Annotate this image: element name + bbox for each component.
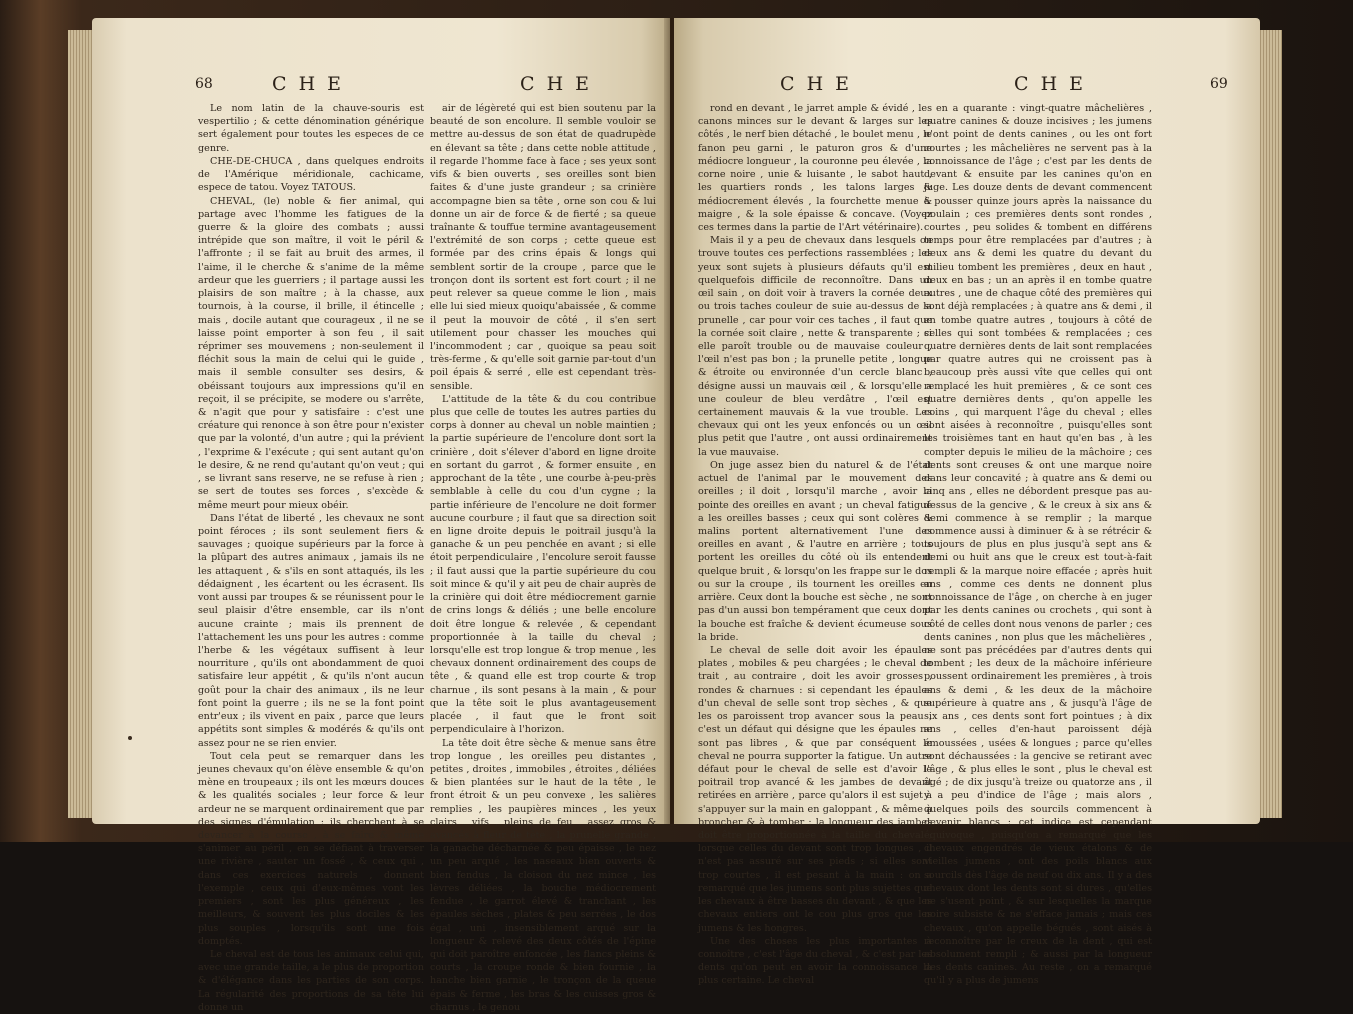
left-running-head-1: C H E (272, 73, 344, 95)
paragraph: CHEVAL, (le) noble & fier animal, qui partage avec l'homme les fatigues de la guerre & la gloire des combats ; aussi intrépide que son maître, il voit le péril & l'affronte ; il se fait au bruit des armes, il l'aime, il le cherche & s'anime de la même ardeur que les guerriers ; il partage aussi les plaisirs de son maître ; à la chasse, aux tournois, à la course, il brille, il étincelle ; mais , docile autant que courageux , il ne se laisse point emporter à son feu , il sait réprimer ses mouvemens ; non-seulement il fléchit sous la main de celui qui le guide , mais il semble consulter ses desirs, & obéissant toujours aux impressions qu'il en reçoit, il se précipite, se modere ou s'arrête, & n'agit que pour y satisfaire : c'est une créature qui renonce à son être pour n'exister que par la volonté, d'un autre ; qui la prévient , l'exprime & l'exécute ; qui sent autant qu'on le desire, & ne rend qu'autant qu'on veut ; qui , se livrant sans reserve, ne se refuse à rien ; se sert de toutes ses forces , s'excède & même meurt pour mieux obéir. (198, 195, 424, 512)
paragraph: La tête doit être sèche & menue sans être trop longue , les oreilles peu distantes , petites , droites , immobiles , étroites , déliées & bien plantées sur le haut de la tête , le front étroit & un peu convexe , les salières remplies , les paupières minces , les yeux clairs , vifs , pleins de feu , assez gros & avancés à fleur de tête , la prunelle grande , la ganache décharnée & peu épaisse , le nez un peu arqué , les naseaux bien ouverts & bien fendus , la cloison du nez mince , les lèvres déliées , la bouche médiocrement fendue , le garrot élevé & tranchant , les épaules sèches , plates & peu serrées , le dos égal , uni , insensiblement arqué sur la longueur & relevé des deux côtés de l'épine qui doit paroître enfoncée , les flancs pleins & courts , la croupe ronde & bien fournie , la hanche bien garnie , le tronçon de la queue épais & ferme , les bras & les cuisses gros & charnus , le genou (430, 737, 656, 1014)
left-column-1 (198, 102, 424, 822)
paragraph: air de légèreté qui est bien soutenu par la beauté de son encolure. Il semble vouloir se mettre au-dessus de son état de quadrupède en élevant sa tête ; dans cette noble attitude , il regarde l'homme face à face ; ses yeux sont vifs & bien ouverts , ses oreilles sont bien faites & d'une juste grandeur ; sa crinière accompagne bien sa tête , orne son cou & lui donne un air de force & de fierté ; sa queue traînante & touffue termine avantageusement l'extrémité de son corps ; cette queue est formée par des crins épais & longs qui semblent sortir de la croupe , parce que le tronçon dont ils sortent est fort court ; il ne peut relever sa queue comme le lion , mais elle lui sied mieux quoiqu'abaissée , & comme il peut la mouvoir de côté , il s'en sert utilement pour chasser les mouches qui l'incommodent ; car , quoique sa peau soit très-ferme , & qu'elle soit garnie par-tout d'un poil épais & serré , elle est cependant très-sensible. (430, 102, 656, 393)
dot-mark (128, 736, 132, 740)
paragraph: CHE-DE-CHUCA , dans quelques endroits de l'Amérique méridionale, cachicame, espece de tatou. Voyez TATOUS. (198, 155, 424, 195)
right-running-head-2: C H E (1014, 73, 1086, 95)
paragraph: Tout cela peut se remarquer dans les jeunes chevaux qu'on élève ensemble & qu'on mène en troupeaux ; ils ont les mœurs douces & les qualités sociales ; leur force & leur ardeur ne se marquent ordinairement que par des signes d'émulation ; ils cherchent à se devancer à la course , à se faire & même s'animer au péril , en se défiant à traverser une rivière , sauter un fossé , & ceux qui , dans ces exercices naturels , donnent l'exemple , ceux qui d'eux-mêmes vont les premiers , sont les plus généreux , les meilleurs, & souvent les plus dociles & les plus souples , lorsqu'ils sont une fois domptés. (198, 750, 424, 948)
left-column-2 (430, 102, 656, 822)
paragraph: Le cheval de selle doit avoir les épaules plates , mobiles & peu chargées ; le cheval de trait , au contraire , doit les avoir grosses , rondes & charnues : si cependant les épaules d'un cheval de selle sont trop sèches , & que les os paroissent trop avancer sous la peau , c'est un défaut qui désigne que les épaules ne sont pas libres , & que par conséquent le cheval ne pourra supporter la fatigue. Un autre défaut pour le cheval de selle est d'avoir le poitrail trop avancé & les jambes de devant retirées en arrière , parce qu'alors il est sujet à s'appuyer sur la main en galoppant , & même à broncher & à tomber : la longueur des jambes doit être proportionnée à la taille du cheval ; lorsque celles du devant sont trop longues , il n'est pas assuré sur ses pieds ; si elles sont trop courtes , il est pesant à la main : on a remarqué que les jumens sont plus sujettes que les chevaux à être basses du devant , & que les chevaux entiers ont le cou plus gros que les jumens & les hongres. (698, 644, 932, 935)
paragraph: en a quarante : vingt-quatre mâchelières , quatre canines & douze incisives ; les jumens n'ont point de dents canines , ou les ont fort courtes ; les mâchelières ne servent pas à la connoissance de l'âge ; c'est par les dents de devant & ensuite par les canines qu'on en juge. Les douze dents de devant commencent à pousser quinze jours après la naissance du poulain ; ces premières dents sont rondes , courtes , peu solides & tombent en différens temps pour être remplacées par d'autres ; à deux ans & demi les quatre du devant du milieu tombent les premières , deux en haut , deux en bas ; un an après il en tombe quatre autres , une de chaque côté des premières qui sont déjà remplacées ; à quatre ans & demi , il en tombe quatre autres , toujours à côté de celles qui sont tombées & remplacées ; ces quatre dernières dents de lait sont remplacées par quatre autres qui ne croissent pas à beaucoup près aussi vîte que celles qui ont remplacé les huit premières , & ce sont ces quatre dernières dents , qu'on appelle les coins , qui marquent l'âge du cheval ; elles sont aisées à reconnoître , puisqu'elles sont les troisièmes tant en haut qu'en bas , à les compter depuis le milieu de la mâchoire ; ces dents sont creuses & ont une marque noire dans leur concavité ; à quatre ans & demi ou cinq ans , elles ne débordent presque pas au-dessus de la gencive , & le creux à six ans & demi commence à se remplir ; la marque commence aussi à diminuer & à se rétrécir & toujours de plus en plus jusqu'à sept ans & demi ou huit ans que le creux est tout-à-fait rempli & la marque noire effacée ; après huit ans , comme ces dents ne donnent plus connoissance de l'âge , on cherche à en juger par les dents canines ou crochets , qui sont à côté de celles dont nous venons de parler ; ces dents canines , non plus que les mâchelières , ne sont pas précédées par d'autres dents qui tombent ; les deux de la mâchoire inférieure poussent ordinairement les premières , à trois ans & demi , & les deux de la mâchoire supérieure à quatre ans , & jusqu'à l'âge de six ans , ces dents sont fort pointues ; à dix ans , celles d'en-haut paroissent déjà émoussées , usées & longues ; parce qu'elles sont déchaussées : la gencive se retirant avec l'âge , & plus elles le sont , plus le cheval est âgé ; de dix jusqu'à treize ou quatorze ans , il y a peu d'indice de l'âge ; mais alors , quelques poils des sourcils commencent à devenir blancs ; cet indice est cependant équivoque , puisqu'on a remarqué que les chevaux engendrés de vieux étalons & de vieilles jumens , ont des poils blancs aux sourcils dès l'âge de neuf ou dix ans. Il y a des chevaux dont les dents sont si dures , qu'elles ne s'usent point , & sur lesquelles la marque noire subsiste & ne s'efface jamais ; mais ces chevaux , qu'on appelle bégués , sont aisés à reconnoître par le creux de la dent , qui est absolument rempli ; & aussi par la longueur des dents canines. Au reste , on a remarqué qu'il y a plus de jumens (924, 102, 1152, 988)
paragraph: Mais il y a peu de chevaux dans lesquels on trouve toutes ces perfections rassemblées ; les yeux sont sujets à plusieurs défauts qu'il est quelquefois difficile de reconnoître. Dans un œil sain , on doit voir à travers la cornée deux ou trois taches couleur de suie au-dessus de la prunelle , car pour voir ces taches , il faut que la cornée soit claire , nette & transparente ; si elle paroît trouble ou de mauvaise couleur , l'œil n'est pas bon ; la prunelle petite , longue & étroite ou environnée d'un cercle blanc , désigne aussi un mauvais œil , & lorsqu'elle a une couleur de bleu verdâtre , l'œil est certainement mauvais & la vue trouble. Les chevaux qui ont les yeux enfoncés ou un œil plus petit que l'autre , ont aussi ordinairement la vue mauvaise. (698, 234, 932, 459)
paragraph: Dans l'état de liberté , les chevaux ne sont point féroces ; ils sont seulement fiers & sauvages ; quoique supérieurs par la force à la plûpart des autres animaux , jamais ils ne les attaquent , & s'ils en sont attaqués, ils les dédaignent , les écartent ou les écrasent. Ils vont aussi par troupes & se réunissent pour le seul plaisir d'être ensemble, car ils n'ont aucune crainte ; mais ils prennent de l'attachement les uns pour les autres : comme l'herbe & les végétaux suffisent à leur nourriture , qu'ils ont abondamment de quoi satisfaire leur appétit , & qu'ils n'ont aucun goût pour la chair des animaux , ils ne leur font point la guerre ; ils ne se la font point entr'eux ; ils vivent en paix , parce que leurs appétits sont simples & modérés & qu'ils ont assez pour ne se rien envier. (198, 512, 424, 750)
right-column-1 (698, 102, 932, 822)
right-page-edges (1258, 30, 1282, 818)
left-page-number: 68 (195, 76, 213, 92)
paragraph: Une des choses les plus importantes à connoître , c'est l'âge du cheval , & c'est par les dents qu'on peut en avoir la connoissance la plus certaine. Le cheval (698, 935, 932, 988)
paragraph: L'attitude de la tête & du cou contribue plus que celle de toutes les autres parties du corps à donner au cheval un noble maintien ; la partie supérieure de l'encolure dont sort la crinière , doit s'élever d'abord en ligne droite en sortant du garrot , & former ensuite , en approchant de la tête , une courbe à-peu-près semblable à celle du cou d'un cygne ; la partie inférieure de l'encolure ne doit former aucune courbure ; il faut que sa direction soit en ligne droite depuis le poitrail jusqu'à la ganache & un peu penchée en avant ; si elle étoit perpendiculaire , l'encolure seroit fausse ; il faut aussi que la partie supérieure du cou soit mince & qu'il y ait peu de chair auprès de la crinière qui doit être médiocrement garnie de crins longs & déliés ; une belle encolure doit être longue & relevée , & cependant proportionnée à la taille du cheval ; lorsqu'elle est trop longue & trop menue , les chevaux donnent ordinairement des coups de tête , & quand elle est trop courte & trop charnue , ils sont pesans à la main , & pour que la tête soit le plus avantageusement placée , il faut que le front soit perpendiculaire à l'horizon. (430, 393, 656, 737)
right-running-head-1: C H E (780, 73, 852, 95)
paragraph: rond en devant , le jarret ample & évidé , les canons minces sur le devant & larges sur les côtés , le nerf bien détaché , le boulet menu , le fanon peu garni , le paturon gros & d'une médiocre longueur , la couronne peu élevée , la corne noire , unie & luisante , le sabot haut , les quartiers ronds , les talons larges & médiocrement élevés , la fourchette menue & maigre , & la sole épaisse & concave. (Voyez ces termes dans la partie de l'Art vétérinaire). (698, 102, 932, 234)
left-running-head-2: C H E (520, 73, 592, 95)
paragraph: Le cheval est de tous les animaux celui qui, avec une grande taille, a le plus de proportion & d'élégance dans les parties de son corps. La régularité des proportions de sa tête lui donne un (198, 948, 424, 1014)
right-page-number: 69 (1210, 76, 1228, 92)
right-page (674, 18, 1260, 824)
paragraph: On juge assez bien du naturel & de l'état actuel de l'animal par le mouvement des oreilles ; il doit , lorsqu'il marche , avoir la pointe des oreilles en avant ; un cheval fatigué a les oreilles basses ; ceux qui sont colères & malins portent alternativement l'une des oreilles en avant , & l'autre en arrière ; tous portent les oreilles du côté où ils entendent quelque bruit , & lorsqu'on les frappe sur le dos ou sur la croupe , ils tournent les oreilles en arrière. Ceux dont la bouche est sèche , ne sont pas d'un aussi bon tempérament que ceux dont la bouche est fraîche & devient écumeuse sous la bride. (698, 459, 932, 644)
left-page (92, 18, 670, 824)
right-column-2 (924, 102, 1152, 822)
paragraph: Le nom latin de la chauve-souris est vespertilio ; & cette dénomination générique sert également pour toutes les especes de ce genre. (198, 102, 424, 155)
left-page-edges (68, 30, 94, 818)
